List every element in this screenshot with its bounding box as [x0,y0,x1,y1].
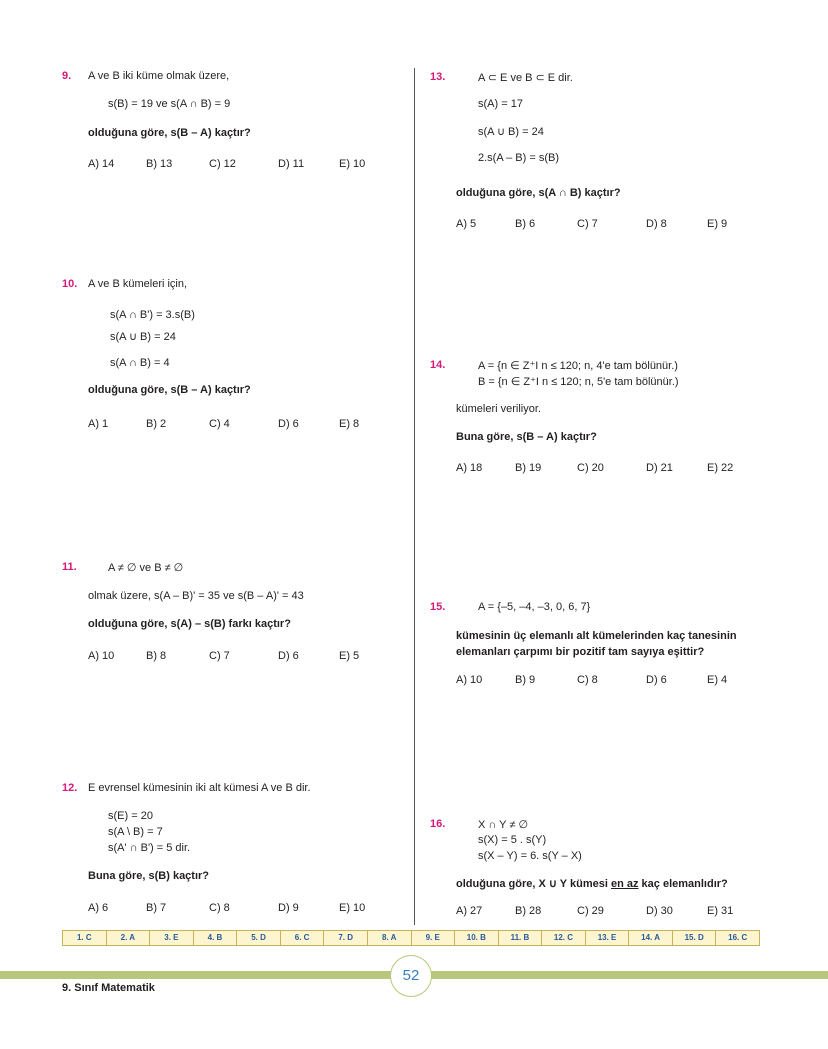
option-c[interactable]: C) 8 [577,674,598,686]
question-prompt: olduğuna göre, s(B – A) kaçtır? [88,384,251,396]
prompt-start: olduğuna göre, X ∪ Y kümesi [456,878,611,890]
question-prompt-line-2: elemanları çarpımı bir pozitif tam sayıya eşittir? [456,646,705,658]
given: s(A) = 17 [478,98,523,110]
question-intro: A ≠ ∅ ve B ≠ ∅ [108,562,184,574]
option-d[interactable]: D) 9 [278,902,299,914]
option-d[interactable]: D) 11 [278,158,305,170]
answer-key-item: 3. E [150,931,194,945]
answer-key [62,930,760,946]
option-a[interactable]: A) 6 [88,902,109,914]
option-d[interactable]: D) 8 [646,218,667,230]
question-number: 14. [430,359,446,371]
option-a[interactable]: A) 1 [88,418,109,430]
option-d[interactable]: D) 6 [646,674,667,686]
question-prompt [456,877,728,890]
option-b[interactable]: B) 7 [146,902,167,914]
given: kümeleri veriliyor. [456,403,541,415]
given: s(A ∩ B) = 4 [110,357,170,369]
given: B = {n ∈ Z⁺I n ≤ 120; n, 5'e tam bölünür.) [478,376,679,388]
option-e[interactable]: E) 31 [707,905,734,917]
given: s(A ∩ B') = 3.s(B) [110,309,195,321]
option-a[interactable]: A) 14 [88,158,115,170]
option-b[interactable]: B) 28 [515,905,542,917]
question-number: 10. [62,278,78,290]
option-e[interactable]: E) 10 [339,902,366,914]
question-prompt: olduğuna göre, s(A) – s(B) farkı kaçtır? [88,618,291,630]
option-b[interactable]: B) 2 [146,418,167,430]
question-number: 16. [430,818,446,830]
option-e[interactable]: E) 22 [707,462,734,474]
question-number: 13. [430,71,446,83]
question-prompt: olduğuna göre, s(B – A) kaçtır? [88,127,251,139]
option-c[interactable]: C) 29 [577,905,604,917]
answer-key-item: 9. E [412,931,456,945]
question-intro: A = {n ∈ Z⁺I n ≤ 120; n, 4'e tam bölünür.) [478,360,678,372]
option-d[interactable]: D) 6 [278,418,299,430]
answer-key-item: 16. C [728,933,748,942]
option-b[interactable]: B) 19 [515,462,542,474]
given: 2.s(A – B) = s(B) [478,152,559,164]
answer-key-item: 2. A [107,931,151,945]
question-number: 15. [430,601,446,613]
question-prompt: Buna göre, s(B) kaçtır? [88,870,210,882]
option-c[interactable]: C) 7 [209,650,230,662]
answer-key-item: 4. B [194,931,238,945]
page-number: 52 [390,955,432,997]
option-c[interactable]: C) 20 [577,462,604,474]
given: s(B) = 19 ve s(A ∩ B) = 9 [108,98,231,110]
answer-key-item: 6. C [281,931,325,945]
option-c[interactable]: C) 12 [209,158,236,170]
option-d[interactable]: D) 6 [278,650,299,662]
given: s(A \ B) = 7 [108,826,163,838]
question-intro: X ∩ Y ≠ ∅ [478,819,529,831]
answer-key-item: 1. C [63,931,107,945]
question-prompt: olduğuna göre, s(A ∩ B) kaçtır? [456,187,621,199]
prompt-end: kaç elemanlıdır? [638,878,728,890]
answer-key-item: 8. A [368,931,412,945]
given: s(A' ∩ B') = 5 dir. [108,842,191,854]
option-b[interactable]: B) 8 [146,650,167,662]
option-b[interactable]: B) 6 [515,218,536,230]
question-prompt: Buna göre, s(B – A) kaçtır? [456,431,597,443]
option-c[interactable]: C) 4 [209,418,230,430]
book-title: 9. Sınıf Matematik [62,982,155,994]
option-e[interactable]: E) 8 [339,418,360,430]
question-intro: A = {–5, –4, –3, 0, 6, 7} [478,601,591,613]
option-c[interactable]: C) 8 [209,902,230,914]
question-prompt: kümesinin üç elemanlı alt kümelerinden kaç tanesinin [456,630,737,642]
option-d[interactable]: D) 21 [646,462,673,474]
option-b[interactable]: B) 13 [146,158,173,170]
question-number: 9. [62,70,72,82]
answer-key-item: 11. B [499,931,543,945]
answer-key-item: 10. B [455,931,499,945]
option-e[interactable]: E) 10 [339,158,366,170]
answer-key-item: 15. D [673,931,717,945]
answer-key-item: 7. D [324,931,368,945]
option-b[interactable]: B) 9 [515,674,536,686]
answer-key-item: 5. D [237,931,281,945]
given: s(E) = 20 [108,810,153,822]
option-d[interactable]: D) 30 [646,905,673,917]
answer-key-item: 14. A [629,931,673,945]
given: s(A ∪ B) = 24 [110,331,176,343]
option-e[interactable]: E) 9 [707,218,728,230]
option-a[interactable]: A) 10 [456,674,483,686]
column-divider [414,68,415,925]
option-e[interactable]: E) 4 [707,674,728,686]
option-a[interactable]: A) 5 [456,218,477,230]
option-a[interactable]: A) 10 [88,650,115,662]
question-number: 11. [62,561,77,573]
option-a[interactable]: A) 27 [456,905,483,917]
option-c[interactable]: C) 7 [577,218,598,230]
question-intro: A ve B iki küme olmak üzere, [88,70,230,82]
prompt-emphasis: en az [610,878,639,890]
given: olmak üzere, s(A – B)' = 35 ve s(B – A)' = 43 [88,590,304,602]
given: s(X) = 5 . s(Y) [478,834,547,846]
question-number: 12. [62,782,78,794]
option-e[interactable]: E) 5 [339,650,360,662]
answer-key-item: 12. C [542,931,586,945]
given: s(X – Y) = 6. s(Y – X) [478,850,582,862]
question-intro: A ⊂ E ve B ⊂ E dir. [478,72,573,84]
answer-key-item: 13. E [586,931,630,945]
given: s(A ∪ B) = 24 [478,126,544,138]
question-intro: E evrensel kümesinin iki alt kümesi A ve B dir. [88,782,311,794]
question-intro: A ve B kümeleri için, [88,278,188,290]
option-a[interactable]: A) 18 [456,462,483,474]
